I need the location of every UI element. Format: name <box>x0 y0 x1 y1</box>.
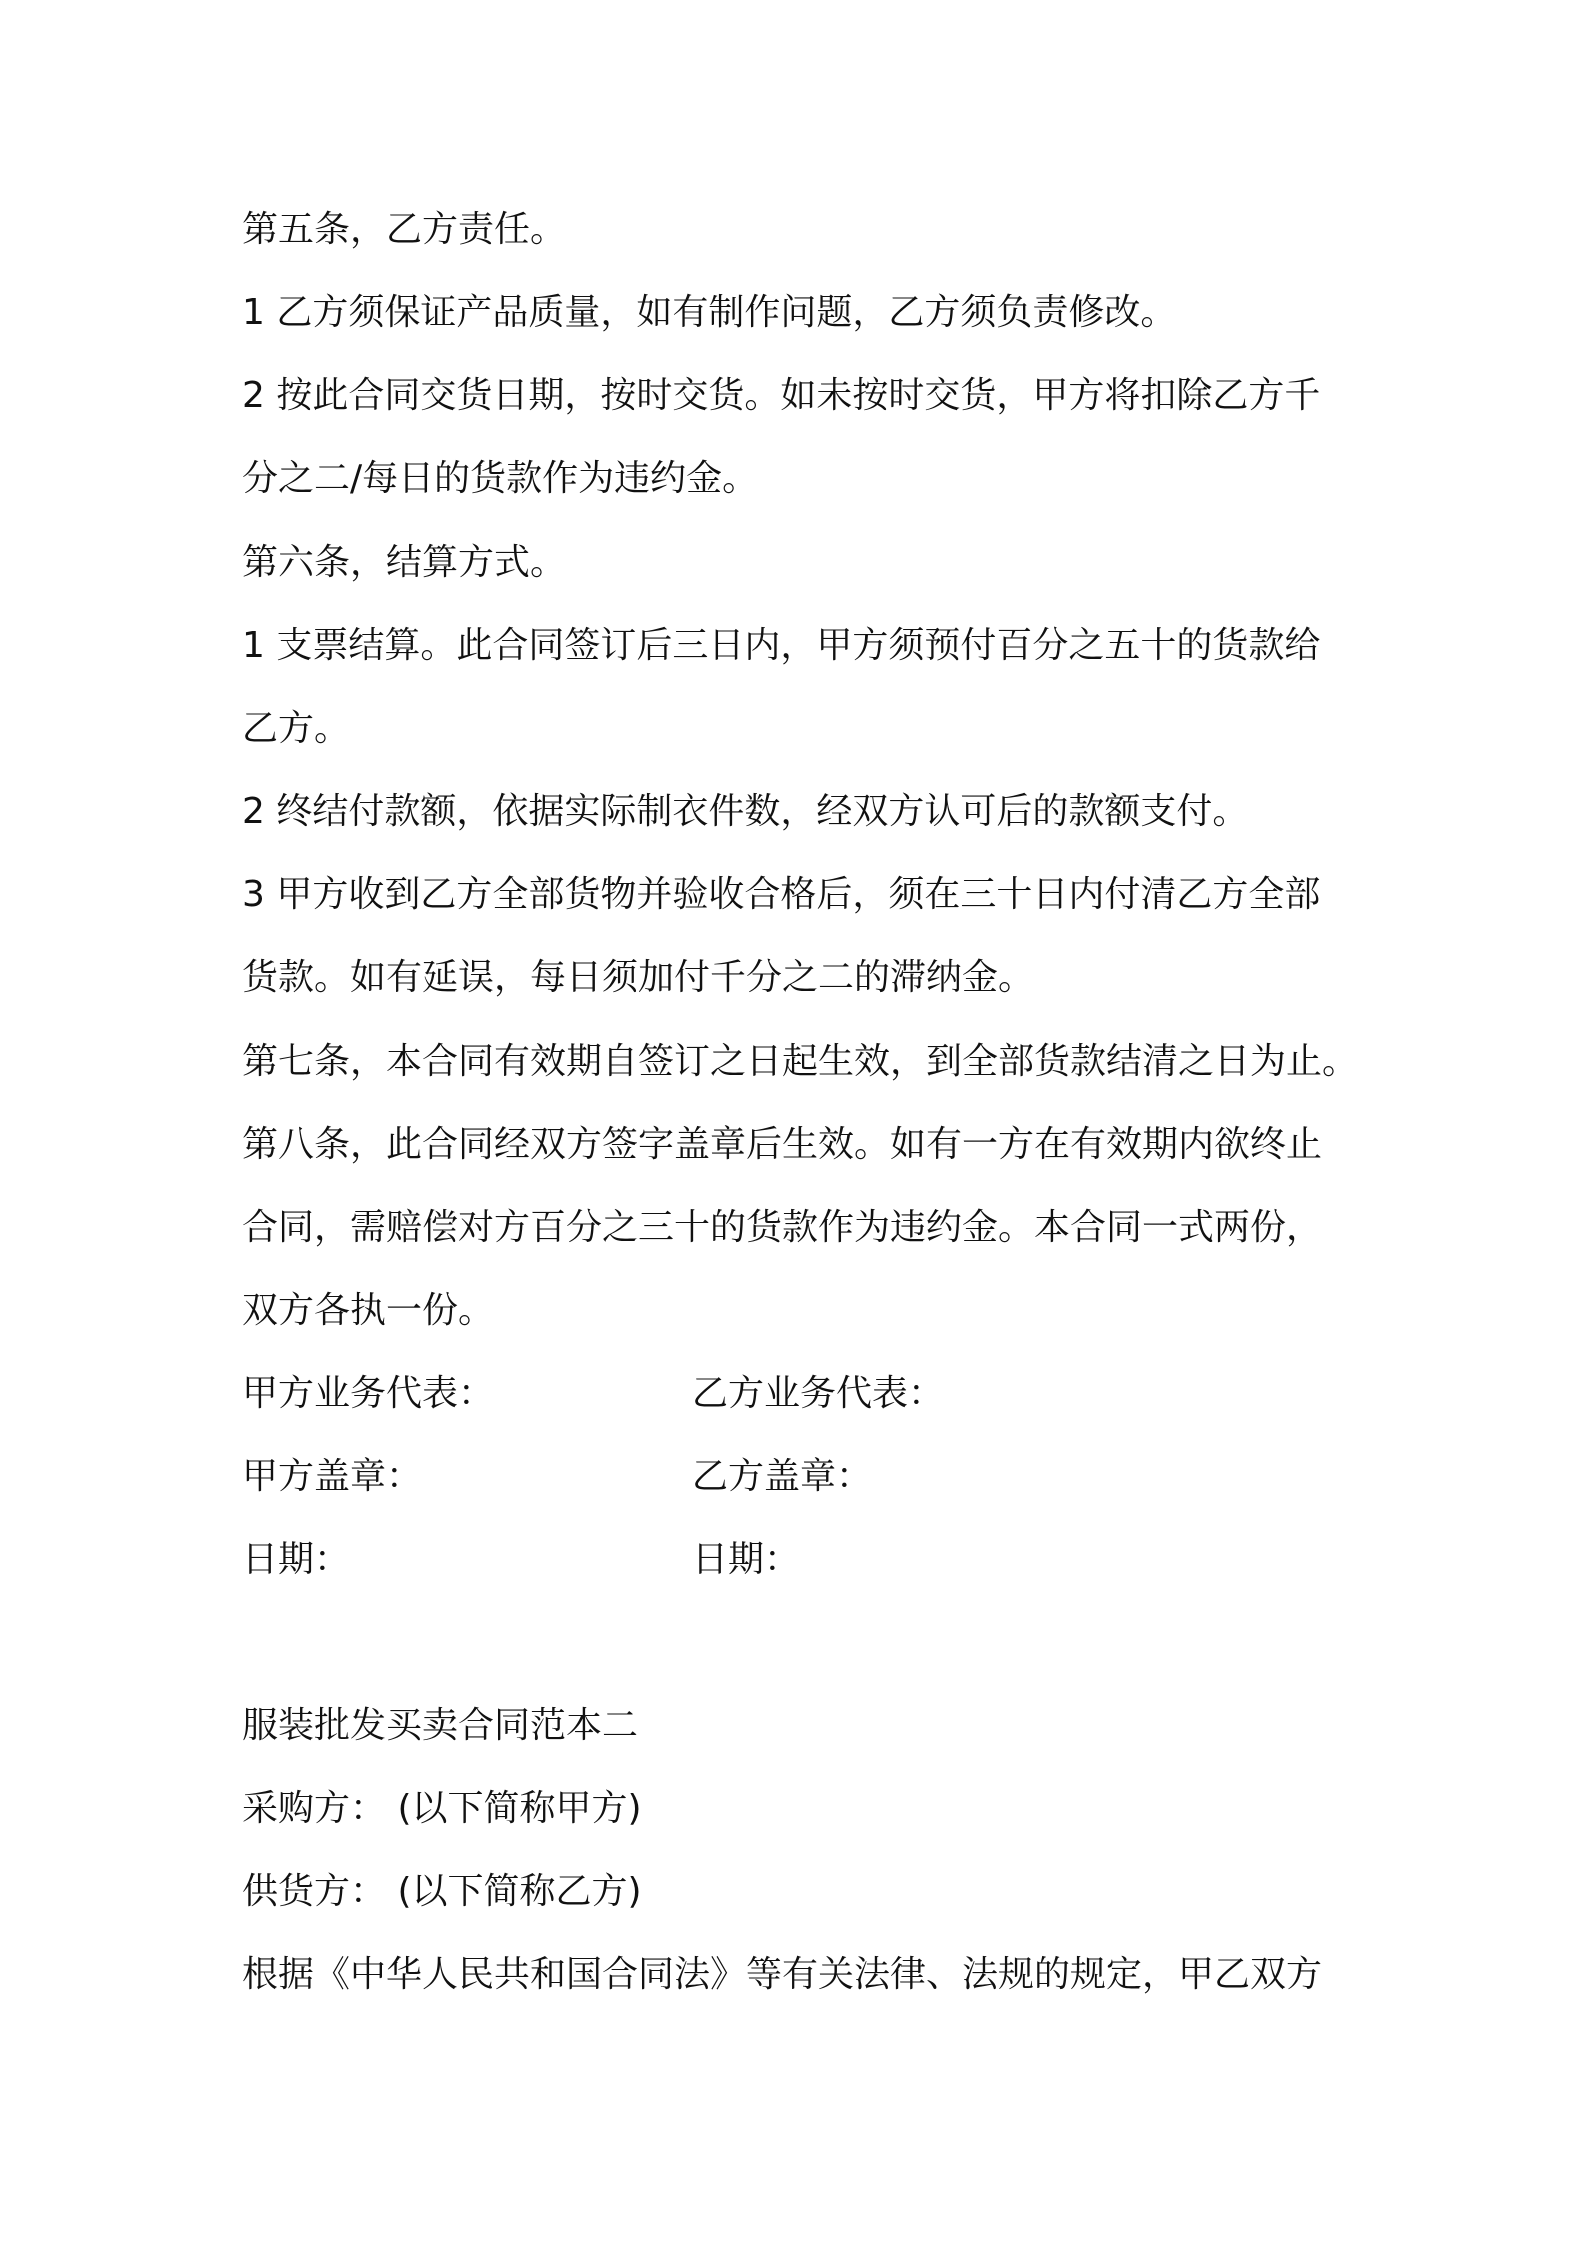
party-a-seal-label: 甲方盖章： <box>242 1456 423 1497</box>
article-8-line-2: 合同，需赔偿对方百分之三十的货款作为违约金。本合同一式两份， <box>242 1207 1323 1248</box>
party-b-rep-label: 乙方业务代表： <box>692 1373 945 1414</box>
article-5-item-2-line-1: 2 按此合同交货日期，按时交货。如未按时交货，甲方将扣除乙方千 <box>242 375 1321 416</box>
party-b-seal-label: 乙方盖章： <box>692 1456 873 1497</box>
contract-2-buyer: 采购方： (以下简称甲方) <box>242 1788 642 1829</box>
party-a-rep-label: 甲方业务代表： <box>242 1373 495 1414</box>
article-6-item-1-line-1: 1 支票结算。此合同签订后三日内，甲方须预付百分之五十的货款给 <box>242 625 1321 666</box>
article-6-item-1-line-2: 乙方。 <box>242 708 351 749</box>
article-7: 第七条，本合同有效期自签订之日起生效，到全部货款结清之日为止。 <box>242 1041 1359 1082</box>
article-6-item-2: 2 终结付款额，依据实际制衣件数，经双方认可后的款额支付。 <box>242 791 1249 832</box>
party-a-date-label: 日期： <box>242 1539 351 1580</box>
article-5-item-1: 1 乙方须保证产品质量，如有制作问题，乙方须负责修改。 <box>242 292 1177 333</box>
article-5-item-2-line-2: 分之二/每日的货款作为违约金。 <box>242 458 759 499</box>
contract-2-supplier: 供货方： (以下简称乙方) <box>242 1871 642 1912</box>
contract-2-title: 服装批发买卖合同范本二 <box>242 1705 639 1746</box>
article-6-heading: 第六条，结算方式。 <box>242 542 567 583</box>
article-5-heading: 第五条，乙方责任。 <box>242 209 567 250</box>
article-6-item-3-line-2: 货款。如有延误，每日须加付千分之二的滞纳金。 <box>242 957 1035 998</box>
article-6-item-3-line-1: 3 甲方收到乙方全部货物并验收合格后，须在三十日内付清乙方全部 <box>242 874 1321 915</box>
contract-2-intro: 根据《中华人民共和国合同法》等有关法律、法规的规定，甲乙双方 <box>242 1954 1323 1995</box>
party-b-date-label: 日期： <box>692 1539 801 1580</box>
article-8-line-1: 第八条，此合同经双方签字盖章后生效。如有一方在有效期内欲终止 <box>242 1124 1323 1165</box>
article-8-line-3: 双方各执一份。 <box>242 1290 495 1331</box>
